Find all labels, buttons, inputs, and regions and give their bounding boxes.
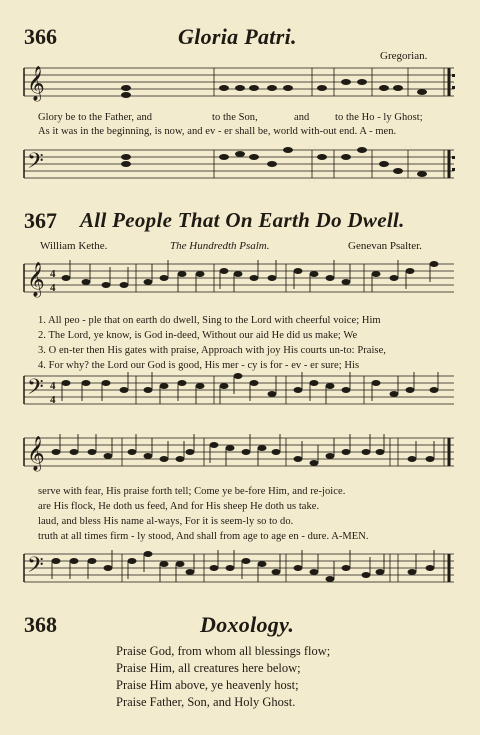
note-head (234, 271, 243, 277)
note-head (250, 380, 259, 386)
note-head (160, 456, 169, 462)
note-head (310, 271, 319, 277)
note-head (406, 387, 415, 393)
doxology-line-4: Praise Father, Son, and Holy Ghost. (116, 695, 296, 709)
hymn-367-verse-1b: serve with fear, His praise forth tell; Come ye be-fore Him, and re-joice. (38, 486, 346, 497)
hymn-366-lyric-line-1a: Glory be to the Father, and (38, 112, 153, 123)
hymn-367-verse-3b: laud, and bless His name al-ways, For it is seem-ly so to do. (38, 516, 294, 527)
hymn-368-title: Doxology. (200, 612, 295, 637)
note-head (82, 380, 91, 386)
note-head (220, 383, 229, 389)
note-head (196, 271, 205, 277)
note-head (250, 275, 259, 281)
hymn-367-system-2-treble-staff (24, 430, 454, 482)
note-head (144, 551, 153, 557)
note-head (210, 442, 219, 448)
note-head (390, 391, 399, 397)
hymn-368-number: 368 (24, 612, 57, 637)
hymn-366-lyric-line-2: As it was in the beginning, is now, and ev - er shall be, world with-out end. A - men. (38, 126, 397, 137)
note-head (426, 456, 435, 462)
hymn-367-system-1-treble-staff (24, 256, 454, 308)
svg-text:4: 4 (50, 380, 56, 392)
note-head (258, 445, 267, 451)
svg-text:𝄞: 𝄞 (27, 66, 45, 101)
note-head (310, 460, 319, 466)
note-head (144, 453, 153, 459)
note-head (362, 572, 371, 578)
note-head (326, 383, 335, 389)
hymn-366-treble-staff (24, 64, 454, 104)
hymn-366-bass-staff (24, 146, 454, 186)
doxology-line-3: Praise Him above, ye heavenly host; (116, 678, 299, 692)
note-head (226, 445, 235, 451)
hymn-367-verse-4a: 4. For why? the Lord our God is good, His mer - cy is for - ev - er sure; His (38, 360, 360, 371)
svg-text:𝄢: 𝄢 (27, 553, 44, 583)
note-head (62, 380, 71, 386)
note-head (372, 271, 381, 277)
note-head (70, 449, 79, 455)
note-head (258, 561, 267, 567)
doxology-line-1: Praise God, from whom all blessings flow; (116, 644, 331, 658)
hymn-367-system-1-bass-staff (24, 368, 454, 418)
hymn-367-author: William Kethe. (40, 240, 108, 252)
note-head (226, 565, 235, 571)
note-head (82, 279, 91, 285)
note-head (176, 561, 185, 567)
note-head (160, 383, 169, 389)
note-head (326, 453, 335, 459)
note-head (220, 268, 229, 274)
note-head (234, 373, 243, 379)
note-head (128, 558, 137, 564)
hymn-367-system-2-bass-staff (24, 546, 454, 596)
note-head (294, 456, 303, 462)
note-head (52, 558, 61, 564)
svg-text:4: 4 (50, 282, 56, 294)
note-head (294, 565, 303, 571)
hymn-366-lyric-line-1d: to the Ho - ly Ghost; (335, 112, 423, 123)
note-head (376, 569, 385, 575)
note-head (326, 576, 335, 582)
note-head (102, 282, 111, 288)
note-head (430, 261, 439, 267)
note-head (70, 558, 79, 564)
svg-text:𝄞: 𝄞 (27, 262, 45, 297)
svg-text:𝄞: 𝄞 (27, 436, 45, 471)
note-head (104, 453, 113, 459)
doxology-line-2: Praise Him, all creatures here below; (116, 661, 301, 675)
note-head (326, 275, 335, 281)
note-head (390, 275, 399, 281)
note-head (128, 449, 137, 455)
note-head (426, 565, 435, 571)
svg-text:4: 4 (50, 394, 56, 406)
note-head (104, 565, 113, 571)
note-head (372, 380, 381, 386)
note-head (178, 380, 187, 386)
note-head (376, 449, 385, 455)
hymn-366-lyric-line-1c: and (294, 112, 310, 123)
note-head (186, 569, 195, 575)
note-head (310, 380, 319, 386)
note-head (120, 387, 129, 393)
note-head (88, 558, 97, 564)
note-head (144, 387, 153, 393)
note-head (120, 282, 129, 288)
note-head (88, 449, 97, 455)
note-head (408, 569, 417, 575)
hymn-367-verse-4b: truth at all times firm - ly stood, And shall from age to age en - dure. A-MEN. (38, 531, 369, 542)
hymn-367-verse-3a: 3. O en-ter then His gates with praise, Approach with joy His courts un-to: Praise, (38, 345, 386, 356)
note-head (196, 383, 205, 389)
note-head (268, 275, 277, 281)
note-head (160, 561, 169, 567)
note-head (62, 275, 71, 281)
note-head (242, 449, 251, 455)
hymn-367-number: 367 (24, 208, 57, 233)
svg-text:𝄢: 𝄢 (27, 149, 44, 179)
hymn-367-tune-name: The Hundredth Psalm. (170, 240, 270, 252)
note-head (144, 279, 153, 285)
note-head (272, 569, 281, 575)
hymn-367-verse-1a: 1. All peo - ple that on earth do dwell, Sing to the Lord with cheerful voice; Him (38, 315, 381, 326)
note-head (242, 558, 251, 564)
note-head (430, 387, 439, 393)
note-head (294, 387, 303, 393)
hymn-366-title: Gloria Patri. (178, 24, 297, 49)
note-head (362, 449, 371, 455)
svg-text:𝄢: 𝄢 (27, 375, 44, 405)
note-head (178, 271, 187, 277)
note-head (268, 391, 277, 397)
hymn-366-number: 366 (24, 24, 57, 49)
note-head (342, 565, 351, 571)
note-head (52, 449, 61, 455)
hymn-367-verse-2a: 2. The Lord, ye know, is God in-deed, Without our aid He did us make; We (38, 330, 358, 341)
note-head (102, 380, 111, 386)
note-head (160, 275, 169, 281)
hymn-367-verse-2b: are His flock, He doth us feed, And for His sheep He doth us take. (38, 501, 320, 512)
note-head (406, 268, 415, 274)
note-head (176, 456, 185, 462)
note-head (342, 387, 351, 393)
note-head (272, 449, 281, 455)
hymn-367-title: All People That On Earth Do Dwell. (80, 208, 405, 232)
note-head (342, 279, 351, 285)
hymn-366-lyric-line-1b: to the Son, (212, 112, 258, 123)
hymn-367-composer: Genevan Psalter. (348, 240, 422, 252)
note-head (186, 449, 195, 455)
note-head (210, 565, 219, 571)
svg-text:4: 4 (50, 268, 56, 280)
note-head (342, 449, 351, 455)
note-head (408, 456, 417, 462)
note-head (310, 569, 319, 575)
hymn-366-tune: Gregorian. (380, 50, 428, 62)
note-head (294, 268, 303, 274)
